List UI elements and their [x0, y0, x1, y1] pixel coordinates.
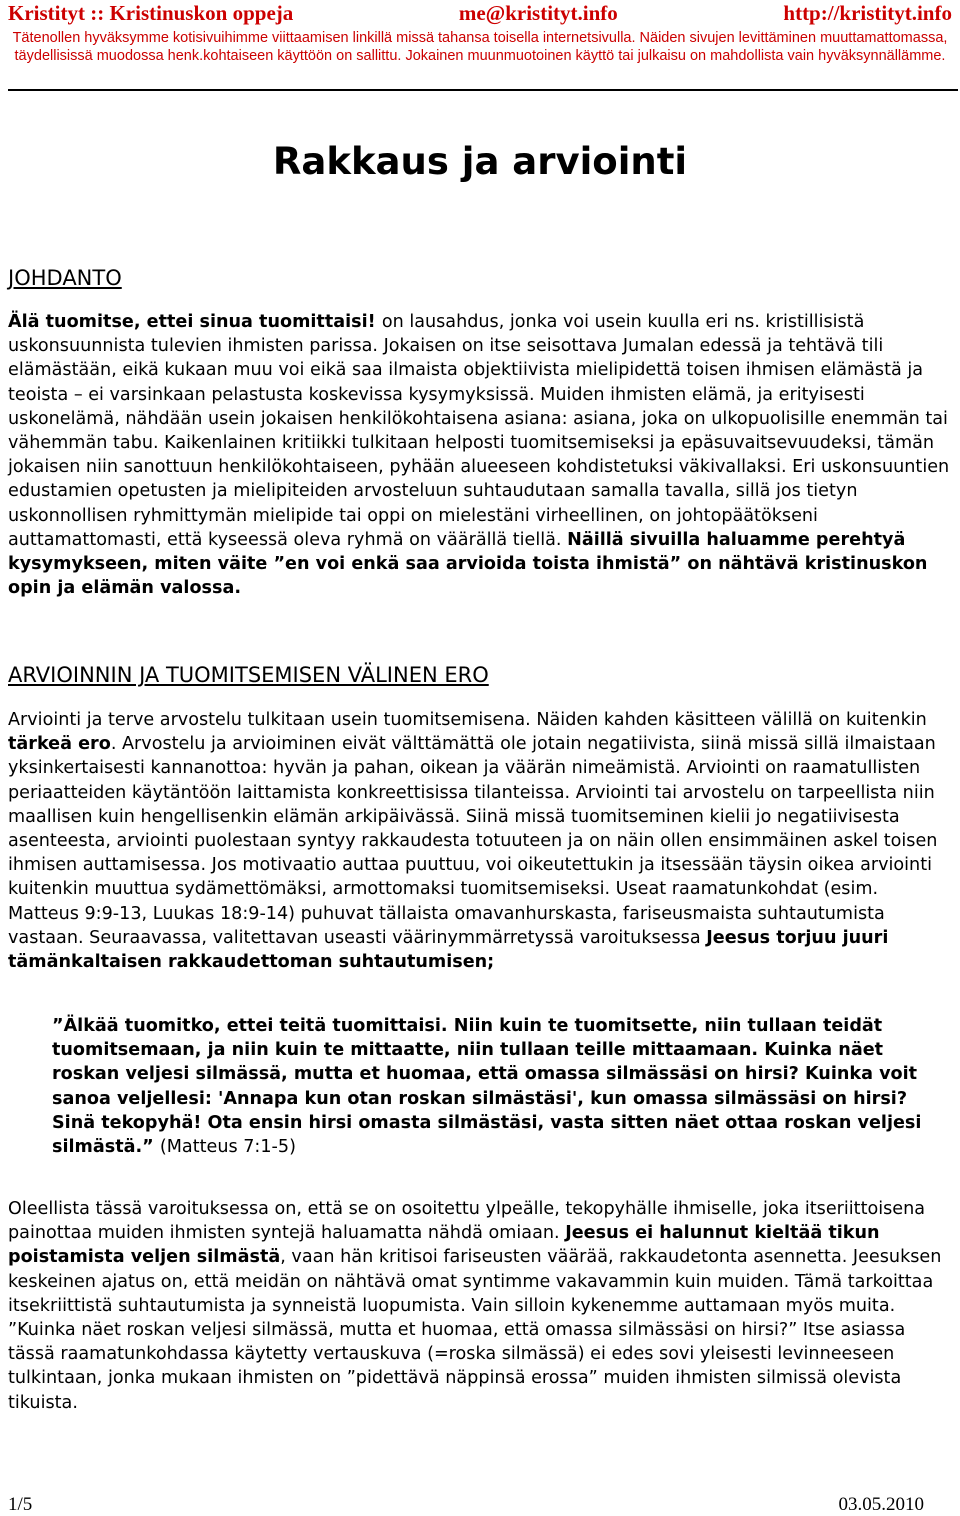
intro-quote: Älä tuomitse, ettei sinua tuomittaisi! — [8, 312, 382, 332]
header-divider — [8, 89, 958, 91]
warning-bold: Jeesus ei halunnut kieltää tikun poistamista veljen silmästä — [8, 1223, 880, 1268]
page-footer — [8, 1494, 924, 1516]
difference-text-2: . Arvostelu ja arvioiminen eivät välttämättä ole jotain negatiivista, siinä missä sillä ilmaistaan yksinkertaisesti kannanottoa: hyvän ja pahan, oikean ja väärän nimeämistä. Arviointi on raamatullisten periaatteiden käytäntöön laittamista konkreettisissa tilanteissa. Arviointi tai arvostelu on tarpeellista niin maallisen kuin hengellisenkin elämän arkipäivässä. Siinä missä tuomitseminen kielii jo negatiivisesta asenteesta, arviointi puolestaan syntyy rakkaudesta totuuteen ja on näin ollen ensimmäinen askel toisen ihmisen auttamisessa. Jos motivaatio auttaa puuttuu, voi oikeutettukin ja itsessään täysin oikea arviointi kuitenkin muuttua sydämettömäksi, armottomaksi tuomitsemiseksi. Useat raamatunkohdat (esim. Matteus 9:9-13, Luukas 18:9-14) puhuvat tällaista omavanhurskasta, fariseusmaista suhtautumista vastaan. Seuraavassa, valitettavan useasti väärinymmärretyssä varoituksessa — [8, 734, 938, 948]
page-title: Rakkaus ja arviointi — [272, 140, 688, 183]
site-title-link[interactable]: Kristityt :: Kristinuskon oppeja — [8, 1, 294, 25]
difference-bold-1: tärkeä ero — [8, 734, 111, 755]
bible-quote-text: ”Älkää tuomitko, ettei teitä tuomittaisi. Niin kuin te tuomitsette, niin tullaan teidät tuomitsemaan, ja niin kuin te mittaatte, niin tullaan teille mittaamaan. Kuinka näet roskan veljesi silmässä, mutta et huomaa, että omassa silmässäsi on hirsi? Kuinka voit sanoa veljellesi: 'Annapa kun otan roskan silmästäsi', kun omassa silmässäsi on hirsi? Sinä tekopyhä! Ota ensin hirsi omasta silmästäsi, vasta sitten näet ottaa roskan veljesi silmästä.” — [52, 1016, 922, 1158]
page-number: 1/5 — [8, 1494, 33, 1515]
warning-text-1: Oleellista tässä varoituksessa on, että se on osoitettu ylpeälle, tekopyhälle ihmiselle, joka itseriittoisena painottaa muiden ihmisten syntejä haluamatta nähdä omiaan. — [8, 1199, 926, 1244]
site-url-link[interactable]: http://kristityt.info — [783, 1, 952, 25]
section-heading-johdanto: JOHDANTO — [8, 266, 122, 290]
header-top-row — [8, 0, 952, 26]
bible-quote-reference: (Matteus 7:1-5) — [159, 1137, 296, 1158]
section-heading-ero: ARVIOINNIN JA TUOMITSEMISEN VÄLINEN ERO — [8, 663, 489, 687]
warning-paragraph — [8, 1197, 952, 1415]
difference-paragraph — [8, 708, 952, 974]
difference-bold-2: Jeesus torjuu juuri tämänkaltaisen rakkaudettoman suhtautumisen; — [8, 927, 889, 973]
page-header — [8, 0, 952, 65]
intro-bold-statement: Näillä sivuilla haluamme perehtyä kysymykseen, miten väite ”en voi enkä saa arvioida toista ihmistä” on nähtävä kristinuskon opin ja elämän valossa. — [8, 529, 928, 599]
difference-text-1: Arviointi ja terve arvostelu tulkitaan usein tuomitsemisena. Näiden kahden käsitteen välillä on kuitenkin — [8, 710, 927, 730]
warning-text-2: , vaan hän kritisoi fariseusten väärää, rakkaudetonta asennetta. Jeesuksen keskeinen ajatus on, että meidän on nähtävä omat syntimme vakavammin kuin muiden. Tämä tarkoittaa itsekriittistä suhtautumista ja synneistä luopumista. Vain silloin kykenemme auttamaan myös muita. ”Kuinka näet roskan veljesi silmässä, mutta et huomaa, että omassa silmässäsi on hirsi?” Itse asiassa tässä raamatunkohdassa käytetty vertauskuva (=roska silmässä) ei edes sovi yleisesti levinneeseen tulkintaan, jonka mukaan ihmisten on ”pidettävä näppinsä erossa” muiden ihmisten silmissä olevista tikuista. — [8, 1247, 942, 1413]
intro-text: on lausahdus, jonka voi usein kuulla eri ns. kristillisistä uskonsuunnista tulevien ihmisten parissa. Jokaisen on itse seisottava Jumalan edessä ja tehtävä tili elämästään, eikä kukaan muu voi eikä saa ilmaista objektiivista mielipidettä toisen ihmisen elämästä ja teoista – ei varsinkaan pelastusta koskevissa kysymyksissä. Muiden ihmisten elämä, ja erityisesti uskonelämä, nähdään usein jokaisen henkilökohtaisena asiana: asiana, joka on ulkopuolisille enemmän tai vähemmän tabu. Kaikenlainen kritiikki tulkitaan helposti tuomitsemiseksi ja epäsuvaitsevuudeksi, tämän jokaisen niin sanottuun henkilökohtaiseen, pyhään alueeseen kohdistetuksi väkivallaksi. Eri uskonsuuntien edustamien opetusten ja mielipiteiden arvosteluun suhtaudutaan samalla tavalla, sillä jos tietyn uskonnollisen ryhmittymän mielipide tai oppi on mielestäni virheellinen, on johtopäätökseni auttamattomasti, että kyseessä oleva ryhmä on väärällä tiellä. — [8, 312, 950, 550]
intro-paragraph — [8, 310, 952, 600]
bible-quote — [52, 1014, 930, 1159]
footer-date: 03.05.2010 — [838, 1494, 924, 1515]
copyright-notice: Tätenollen hyväksymme kotisivuihimme viittaamisen linkillä missä tahansa toisella internetsivulla. Näiden sivujen levittäminen muuttamattomassa, täydellisissä muodossa henk.kohtaiseen käyttöön on sallittu. Jokainen muunmuotoinen käyttö tai julkaisu on mahdollista vain hyväksynnällämme. — [12, 30, 948, 64]
email-link[interactable]: me@kristityt.info — [458, 1, 618, 25]
